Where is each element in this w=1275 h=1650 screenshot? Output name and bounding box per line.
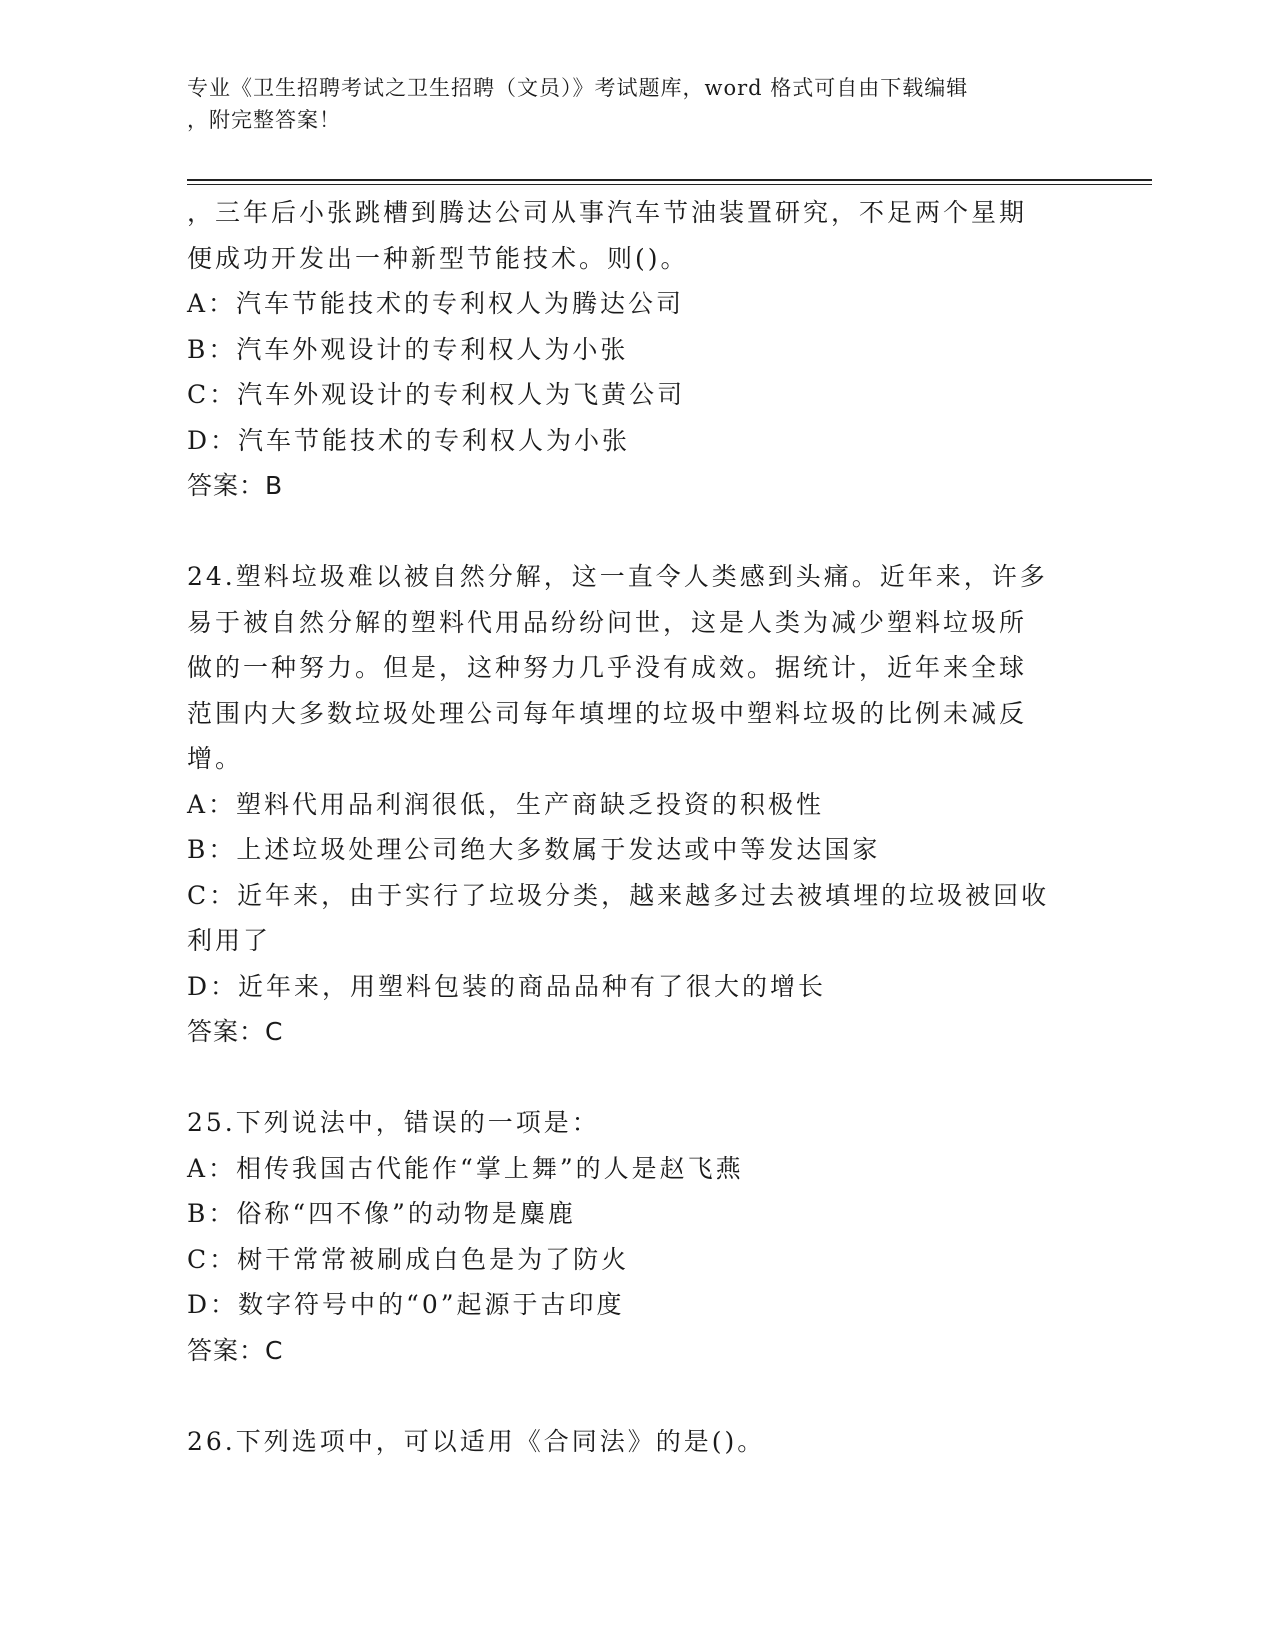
- question-24: [187, 554, 1087, 1055]
- option-a: A：塑料代用品利润很低，生产商缺乏投资的积极性: [187, 789, 825, 819]
- answer-line: 答案：C: [187, 1017, 284, 1046]
- option-b: B：俗称“四不像”的动物是麋鹿: [187, 1199, 576, 1228]
- header-rule-thick: [187, 179, 1152, 181]
- question-stem-line: 易于被自然分解的塑料代用品纷纷问世，这是人类为减少塑料垃圾所: [187, 607, 1028, 637]
- header-rule-thin: [187, 184, 1152, 185]
- spacer: [187, 1373, 1087, 1419]
- option-d: D：数字符号中的“0”起源于古印度: [187, 1290, 625, 1319]
- option-b: B：上述垃圾处理公司绝大多数属于发达或中等发达国家: [187, 835, 881, 864]
- header-line-1: 专业《卫生招聘考试之卫生招聘（文员）》考试题库，word 格式可自由下载编辑: [187, 76, 969, 100]
- option-a: A：相传我国古代能作“掌上舞”的人是赵飞燕: [187, 1153, 744, 1183]
- question-25: [187, 1100, 1087, 1373]
- option-c: C：汽车外观设计的专利权人为飞黄公司: [187, 380, 686, 409]
- spacer: [187, 1055, 1087, 1101]
- question-stem-line: 24.塑料垃圾难以被自然分解，这一直令人类感到头痛。近年来，许多: [187, 562, 1048, 591]
- document-body: [187, 190, 1087, 1464]
- option-c-continued: 利用了: [187, 926, 272, 955]
- question-stem-line: 增。: [187, 744, 244, 773]
- option-c: C：树干常常被刷成白色是为了防火: [187, 1244, 630, 1274]
- document-header: [187, 72, 1067, 136]
- spacer: [187, 509, 1087, 555]
- question-stem-line: 便成功开发出一种新型节能技术。则()。: [187, 243, 689, 273]
- answer-line: 答案：C: [187, 1335, 284, 1365]
- option-c: C：近年来，由于实行了垃圾分类，越来越多过去被填埋的垃圾被回收: [187, 880, 1050, 910]
- option-b: B：汽车外观设计的专利权人为小张: [187, 334, 629, 364]
- answer-line: 答案：B: [187, 471, 284, 500]
- question-stem-line: 25.下列说法中，错误的一项是：: [187, 1108, 600, 1137]
- question-stem-line: 做的一种努力。但是，这种努力几乎没有成效。据统计，近年来全球: [187, 653, 1028, 682]
- question-26: [187, 1419, 1087, 1465]
- question-stem-line: 范围内大多数垃圾处理公司每年填埋的垃圾中塑料垃圾的比例未减反: [187, 698, 1028, 728]
- header-line-2: ，附完整答案！: [187, 108, 341, 132]
- option-d: D：汽车节能技术的专利权人为小张: [187, 425, 631, 455]
- option-d: D：近年来，用塑料包装的商品品种有了很大的增长: [187, 971, 827, 1001]
- question-stem-line: ，三年后小张跳槽到腾达公司从事汽车节油装置研究，不足两个星期: [187, 198, 1028, 227]
- option-a: A：汽车节能技术的专利权人为腾达公司: [187, 289, 685, 318]
- question-stem-line: 26.下列选项中，可以适用《合同法》的是()。: [187, 1426, 766, 1456]
- question-23: [187, 190, 1087, 509]
